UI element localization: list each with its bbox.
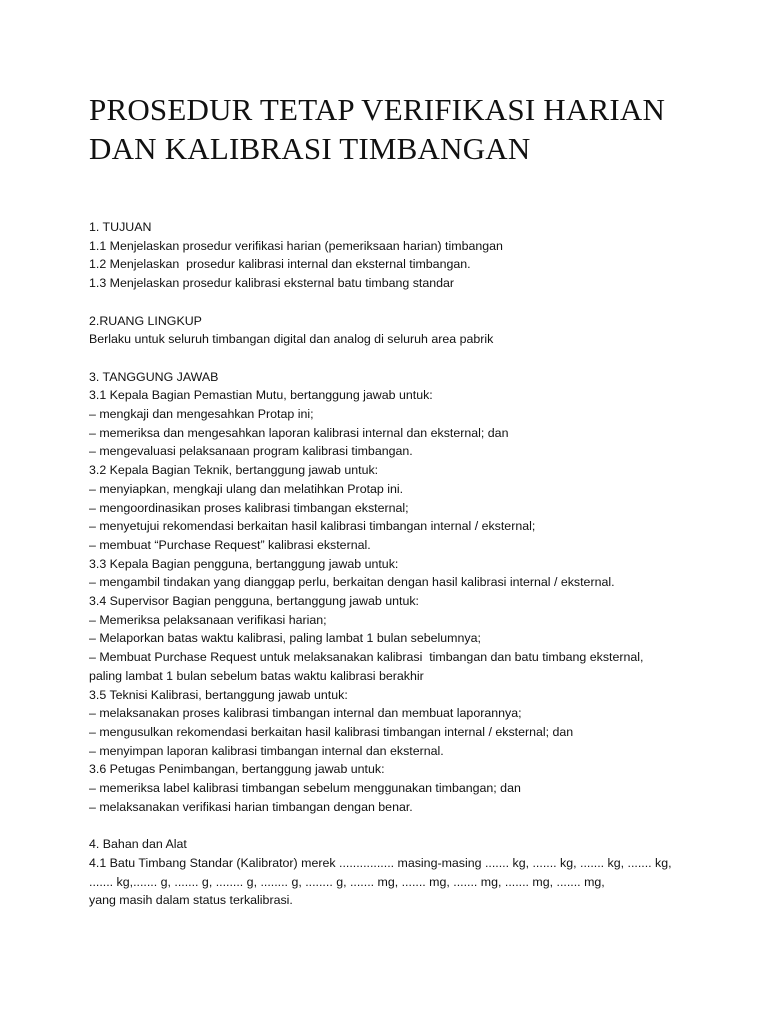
text-line: 1.2 Menjelaskan prosedur kalibrasi internal dan eksternal timbangan. (89, 257, 471, 272)
text-line: – mengevaluasi pelaksanaan program kalibrasi timbangan. (89, 444, 413, 459)
text-line: – mengusulkan rekomendasi berkaitan hasil kalibrasi timbangan internal / eksternal; dan (89, 724, 574, 739)
document-body (89, 218, 728, 910)
text-line: – membuat “Purchase Request” kalibrasi eksternal. (89, 537, 371, 552)
text-line: 1.3 Menjelaskan prosedur kalibrasi eksternal batu timbang standar (89, 276, 455, 291)
text-line: – memeriksa dan mengesahkan laporan kalibrasi internal dan eksternal; dan (89, 425, 509, 440)
section-1 (89, 218, 728, 293)
text-line: – mengkaji dan mengesahkan Protap ini; (89, 407, 314, 421)
text-line: – menyimpan laporan kalibrasi timbangan internal dan eksternal. (89, 743, 444, 758)
text-line: 3.6 Petugas Penimbangan, bertanggung jawab untuk: (89, 762, 385, 777)
text-line: Berlaku untuk seluruh timbangan digital dan analog di seluruh area pabrik (89, 332, 494, 347)
text-line: – memeriksa label kalibrasi timbangan sebelum menggunakan timbangan; dan (89, 781, 521, 796)
text-line: yang masih dalam status terkalibrasi. (89, 893, 293, 908)
text-line: paling lambat 1 bulan sebelum batas waktu kalibrasi berakhir (89, 668, 424, 683)
section-heading: 1. TUJUAN (89, 220, 152, 234)
title-line-2: DAN KALIBRASI TIMBANGAN (89, 131, 531, 166)
section-heading: 4. Bahan dan Alat (89, 837, 187, 852)
text-line: 3.2 Kepala Bagian Teknik, bertanggung jawab untuk: (89, 463, 379, 478)
text-line: 4.1 Batu Timbang Standar (Kalibrator) merek ................ masing-masing ....... kg, ....... kg, ....... kg, ....... kg, (89, 855, 672, 870)
text-line: – menyetujui rekomendasi berkaitan hasil kalibrasi timbangan internal / eksternal; (89, 519, 536, 534)
text-line: – mengambil tindakan yang dianggap perlu, berkaitan dengan hasil kalibrasi internal / eksternal. (89, 575, 615, 590)
text-line: 3.1 Kepala Bagian Pemastian Mutu, bertanggung jawab untuk: (89, 388, 433, 403)
title-line-1: PROSEDUR TETAP VERIFIKASI HARIAN (89, 92, 666, 127)
text-line: – Memeriksa pelaksanaan verifikasi harian; (89, 612, 327, 627)
section-2 (89, 312, 728, 349)
text-line: – menyiapkan, mengkaji ulang dan melatihkan Protap ini. (89, 481, 404, 496)
text-line: ....... kg,....... g, ....... g, ........ g, ........ g, ........ g, ....... mg, ....... mg, ....... mg, ....... mg, ....... mg, (89, 874, 605, 889)
section-heading: 3. TANGGUNG JAWAB (89, 369, 219, 384)
section-3 (89, 368, 728, 817)
text-line: 3.4 Supervisor Bagian pengguna, bertanggung jawab untuk: (89, 594, 419, 609)
text-line: – Membuat Purchase Request untuk melaksanakan kalibrasi timbangan dan batu timbang eksternal, (89, 650, 644, 665)
text-line: – Melaporkan batas waktu kalibrasi, paling lambat 1 bulan sebelumnya; (89, 631, 481, 646)
section-4 (89, 835, 728, 910)
text-line: – melaksanakan proses kalibrasi timbangan internal dan membuat laporannya; (89, 706, 522, 721)
text-line: – melaksanakan verifikasi harian timbangan dengan benar. (89, 799, 413, 814)
text-line: 3.3 Kepala Bagian pengguna, bertanggung jawab untuk: (89, 556, 399, 571)
document-title (89, 90, 728, 168)
text-line: 1.1 Menjelaskan prosedur verifikasi harian (pemeriksaan harian) timbangan (89, 238, 503, 253)
section-heading: 2.RUANG LINGKUP (89, 313, 202, 328)
text-line: – mengoordinasikan proses kalibrasi timbangan eksternal; (89, 500, 409, 515)
text-line: 3.5 Teknisi Kalibrasi, bertanggung jawab untuk: (89, 687, 348, 702)
